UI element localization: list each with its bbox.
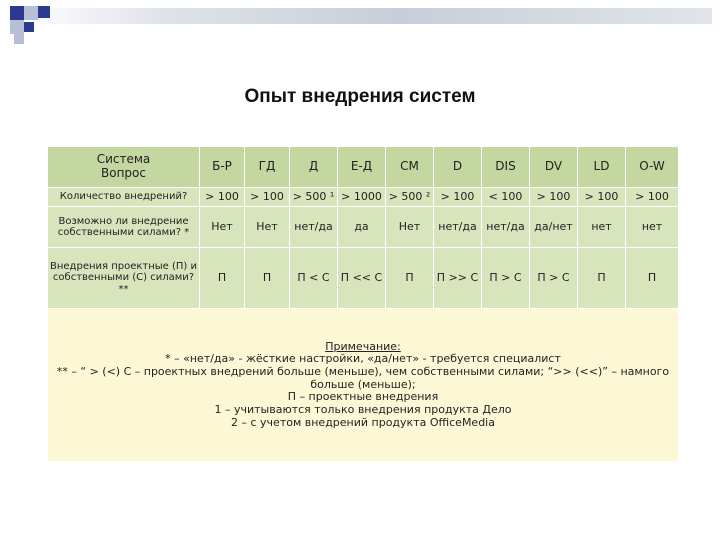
table-cell: П < С [290, 248, 338, 309]
table-cell: > 100 [530, 188, 578, 207]
table-cell: П << С [338, 248, 386, 309]
table-row [48, 207, 679, 248]
system-header: Е-Д [338, 147, 386, 188]
table-row [48, 188, 679, 207]
notes-title: Примечание: [325, 339, 401, 353]
corner-cell [48, 147, 200, 188]
table-cell: нет/да [290, 207, 338, 248]
table-cell: да/нет [530, 207, 578, 248]
system-header: ГД [245, 147, 290, 188]
row-question: Возможно ли внедрение собственными силами? * [48, 207, 200, 248]
slide-title: Опыт внедрения систем [244, 86, 476, 107]
table-row [48, 248, 679, 309]
table-cell: > 100 [245, 188, 290, 207]
table-cell: П > С [530, 248, 578, 309]
table-cell: > 100 [578, 188, 626, 207]
system-header: CM [386, 147, 434, 188]
table-cell: нет [578, 207, 626, 248]
table-cell: П > С [482, 248, 530, 309]
table-cell: Нет [386, 207, 434, 248]
system-header: DV [530, 147, 578, 188]
header-gradient-band [14, 8, 712, 24]
table-cell: П [626, 248, 679, 309]
deco-square-blue-2 [38, 6, 50, 18]
table-cell: нет [626, 207, 679, 248]
system-header: D [434, 147, 482, 188]
table-cell: > 500 ² [386, 188, 434, 207]
table-cell: > 500 ¹ [290, 188, 338, 207]
table-cell: > 100 [626, 188, 679, 207]
table-cell: > 100 [200, 188, 245, 207]
note-line: 2 – с учетом внедрений продукта OfficeMedia [231, 415, 495, 429]
table-cell: П [245, 248, 290, 309]
table-cell: > 1000 [338, 188, 386, 207]
system-header: DIS [482, 147, 530, 188]
notes-cell [48, 309, 679, 462]
corner-system-label: Система [96, 152, 151, 167]
table-cell: да [338, 207, 386, 248]
corner-question-label: Вопрос [101, 166, 146, 180]
deco-square-blue-1 [10, 6, 24, 20]
deco-square-light-3 [14, 34, 24, 44]
notes-row [48, 309, 679, 462]
note-line: * – «нет/да» - жёсткие настройки, «да/нет» - требуется специалист [165, 352, 561, 366]
table-cell: Нет [245, 207, 290, 248]
deco-square-blue-3 [24, 22, 34, 32]
table-cell: П [200, 248, 245, 309]
deco-square-light-2 [10, 20, 24, 34]
table-cell: нет/да [482, 207, 530, 248]
table-cell: П >> С [434, 248, 482, 309]
row-question: Количество внедрений? [48, 188, 200, 207]
system-header: LD [578, 147, 626, 188]
header-row [48, 147, 679, 188]
table-cell: < 100 [482, 188, 530, 207]
table-cell: Нет [200, 207, 245, 248]
table-cell: П [578, 248, 626, 309]
deco-square-light-1 [24, 6, 38, 20]
table-cell: > 100 [434, 188, 482, 207]
row-question: Внедрения проектные (П) и собственными (С) силами? ** [48, 248, 200, 309]
system-header: Д [290, 147, 338, 188]
table-cell: нет/да [434, 207, 482, 248]
note-line: 1 – учитываются только внедрения продукта Дело [214, 402, 512, 416]
systems-comparison-table [47, 146, 679, 462]
system-header: O-W [626, 147, 679, 188]
note-line: ** – “ > (<) С – проектных внедрений больше (меньше), чем собственными силами; “>> (<<)” – намного больше (меньше); [56, 365, 670, 391]
system-header: Б-Р [200, 147, 245, 188]
table-cell: П [386, 248, 434, 309]
note-line: П – проектные внедрения [287, 390, 439, 404]
